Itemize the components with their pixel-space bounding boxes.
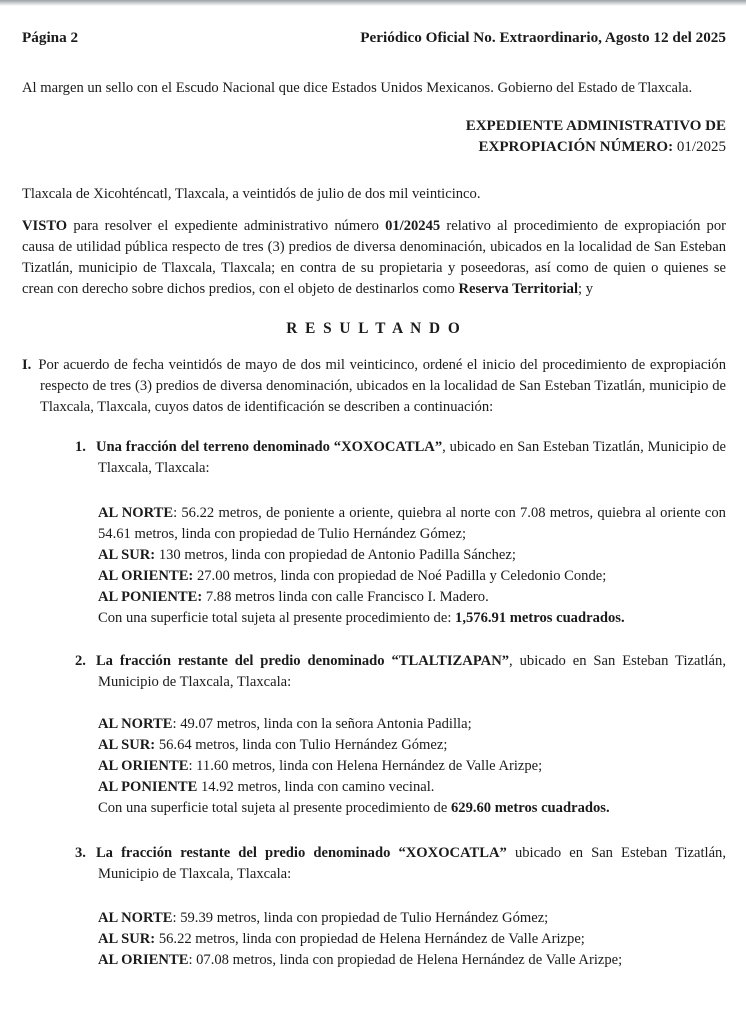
case-file-number-value: 01/2025 — [673, 139, 726, 155]
dateline: Tlaxcala de Xicohténcatl, Tlaxcala, a veintidós de julio de dos mil veinticinco. — [22, 186, 481, 202]
case-file-heading — [22, 116, 726, 158]
bound-line — [98, 929, 726, 950]
case-file-heading-line1: EXPEDIENTE ADMINISTRATIVO DE — [465, 118, 726, 134]
property-item-1-bounds — [98, 503, 726, 629]
bound-label: AL ORIENTE: — [98, 568, 194, 584]
bound-text: : 11.60 metros, linda con Helena Hernández de Valle Arizpe; — [188, 758, 543, 774]
bound-text: : 59.39 metros, linda con propiedad de Tulio Hernández Gómez; — [172, 910, 549, 926]
resultando-item-I-text: Por acuerdo de fecha veintidós de mayo de dos mil veinticinco, ordené el inicio del procedimiento de expropiación respecto de tres (3) predios de diversa denominación, ubicados en la localidad de San Esteban Tizatlán, municipio de Tlaxcala, Tlaxcala, cuyos datos de identificación se describen a continuación: — [38, 357, 726, 415]
bound-label: AL ORIENTE — [98, 758, 189, 774]
property-item-2-title — [75, 651, 726, 693]
bound-text: 7.88 metros linda con calle Francisco I. Madero. — [202, 589, 489, 605]
property-item-2-bounds — [98, 714, 726, 819]
bound-line — [98, 950, 726, 971]
resultando-heading: R E S U L T A N D O — [286, 320, 462, 337]
bound-text: : 07.08 metros, linda con propiedad de Helena Hernández de Valle Arizpe; — [188, 952, 623, 968]
case-file-number-label: EXPROPIACIÓN NÚMERO: — [478, 139, 674, 155]
bound-line — [98, 777, 726, 798]
case-file-heading-line2 — [22, 137, 726, 158]
bound-label: AL PONIENTE — [98, 779, 198, 795]
bound-line — [98, 908, 726, 929]
bound-text: 56.22 metros, linda con propiedad de Helena Hernández de Valle Arizpe; — [155, 931, 585, 947]
bound-line — [98, 714, 726, 735]
property-item-3-title — [75, 843, 726, 885]
bound-label: AL SUR: — [98, 737, 156, 753]
bound-line — [98, 756, 726, 777]
property-item-1-name: Una fracción del terreno denominado “XOXOCATLA” — [95, 439, 443, 455]
gazette-title: Periódico Oficial No. Extraordinario, Agosto 12 del 2025 — [360, 29, 726, 46]
bound-text: 56.64 metros, linda con Tulio Hernández Gómez; — [155, 737, 448, 753]
visto-emphasis: Reserva Territorial — [458, 281, 579, 297]
bound-text: 14.92 metros, linda con camino vecinal. — [197, 779, 435, 795]
bound-label: AL PONIENTE: — [98, 589, 203, 605]
bound-label: AL SUR: — [98, 931, 156, 947]
bound-text: : 49.07 metros, linda con la señora Antonia Padilla; — [172, 716, 472, 732]
visto-paragraph — [22, 216, 726, 300]
area-total-prefix: Con una superficie total sujeta al presente procedimiento de: — [98, 610, 456, 626]
property-item-1-title-rest: , ubicado en San Esteban Tizatlán, Municipio de Tlaxcala, Tlaxcala: — [98, 439, 726, 476]
bound-line — [98, 503, 726, 545]
visto-body-3: ; y — [578, 281, 594, 297]
resultando-item-I — [22, 355, 726, 418]
area-total-line — [98, 798, 726, 819]
bound-label: AL NORTE — [98, 716, 173, 732]
bound-label: AL SUR: — [98, 547, 156, 563]
bound-text: 27.00 metros, linda con propiedad de Noé Padilla y Celedonio Conde; — [193, 568, 607, 584]
area-total-prefix: Con una superficie total sujeta al presente procedimiento de — [98, 800, 451, 816]
property-item-3-title-rest: ubicado en San Esteban Tizatlán, Municipio de Tlaxcala, Tlaxcala: — [98, 845, 726, 882]
page-number-label: Página 2 — [22, 29, 79, 46]
property-item-3-bounds — [98, 908, 726, 971]
bound-label: AL NORTE — [98, 910, 173, 926]
property-item-1-title — [75, 437, 726, 479]
property-item-2-name: La fracción restante del predio denominado “TLALTIZAPAN” — [95, 653, 510, 669]
property-item-3-number: 3. — [75, 845, 86, 861]
bound-label: AL NORTE — [98, 505, 174, 521]
bound-line — [98, 587, 726, 608]
bound-text: : 56.22 metros, de poniente a oriente, quiebra al norte con 7.08 metros, quiebra al oriente con 54.61 metros, linda con propiedad de Tulio Hernández Gómez; — [98, 505, 726, 542]
property-item-2-number: 2. — [75, 653, 86, 669]
property-item-3-name: La fracción restante del predio denominado “XOXOCATLA” — [95, 845, 507, 861]
property-item-1-number: 1. — [75, 439, 86, 455]
property-item-2-title-rest: , ubicado en San Esteban Tizatlán, Municipio de Tlaxcala, Tlaxcala: — [98, 653, 726, 690]
visto-body-2: relativo al procedimiento de expropiación por causa de utilidad pública respecto de tres (3) predios de diversa denominación, ubicados en la localidad de San Esteban Tizatlán, municipio de Tlaxcala, Tlaxcala; en contra de su propietaria y poseedoras, así como de quien o quienes se crean con derecho sobre dichos predios, con el objeto de destinarlos como — [22, 218, 726, 297]
page-header — [22, 27, 726, 48]
area-total-value: 629.60 metros cuadrados. — [450, 800, 610, 816]
bound-text: 130 metros, linda con propiedad de Antonio Padilla Sánchez; — [155, 547, 516, 563]
area-total-value: 1,576.91 metros cuadrados. — [455, 610, 625, 626]
bound-line — [98, 566, 726, 587]
visto-lead-word: VISTO — [22, 218, 68, 234]
margin-seal-note: Al margen un sello con el Escudo Nacional que dice Estados Unidos Mexicanos. Gobierno del Estado de Tlaxcala. — [22, 80, 693, 96]
area-total-line — [98, 608, 726, 629]
visto-case-number: 01/20245 — [385, 218, 441, 234]
bound-line — [98, 545, 726, 566]
resultando-item-I-numeral: I. — [22, 357, 32, 373]
visto-body-1: para resolver el expediente administrativo número — [67, 218, 386, 234]
bound-label: AL ORIENTE — [98, 952, 189, 968]
bound-line — [98, 735, 726, 756]
scan-top-edge — [0, 0, 746, 6]
